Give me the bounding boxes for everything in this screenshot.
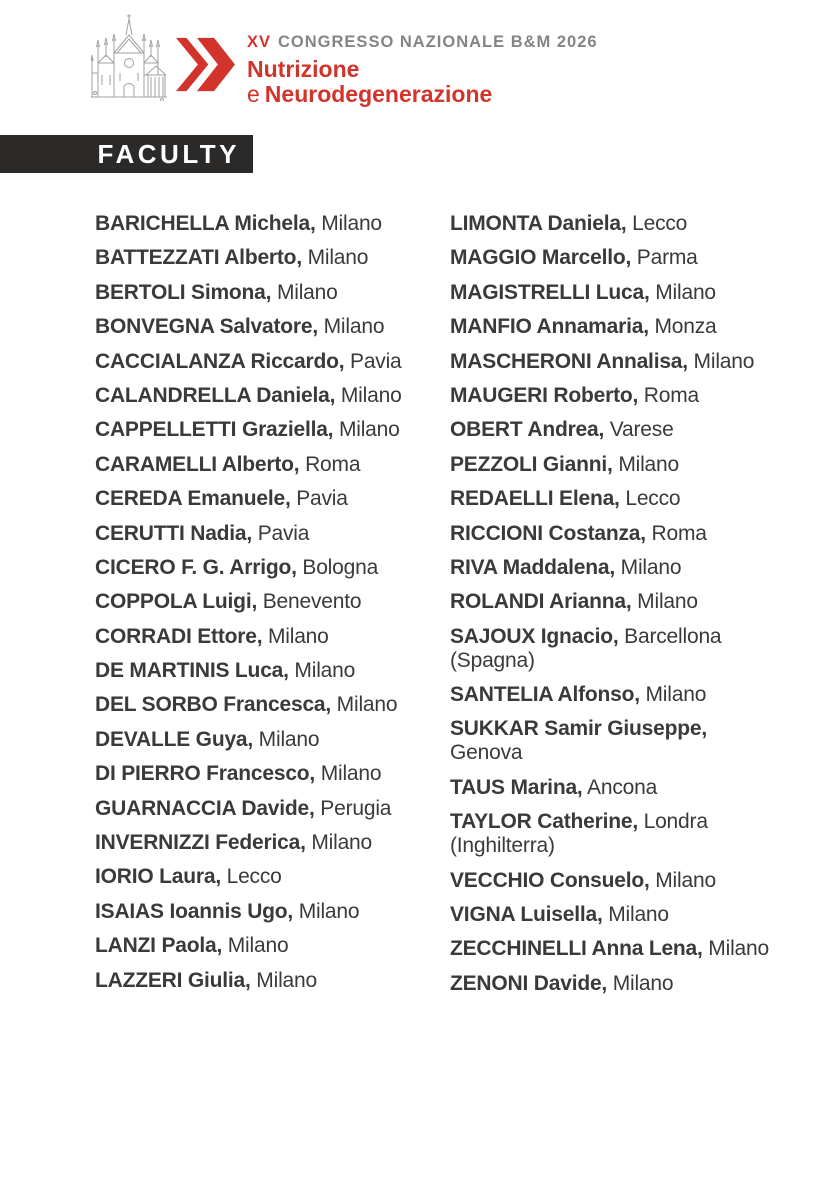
faculty-entry: CICERO F. G. Arrigo, Bologna — [95, 555, 379, 579]
faculty-entry: DI PIERRO Francesco, Milano — [95, 762, 382, 786]
faculty-entry: SAJOUX Ignacio, Barcellona (Spagna) — [450, 624, 722, 672]
faculty-entry: CARAMELLI Alberto, Roma — [95, 452, 361, 476]
faculty-entry: ZECCHINELLI Anna Lena, Milano — [450, 937, 769, 961]
faculty-banner — [0, 135, 253, 173]
faculty-entry: DE MARTINIS Luca, Milano — [95, 659, 356, 683]
faculty-entry: BERTOLI Simona, Milano — [95, 280, 338, 304]
faculty-list — [95, 212, 785, 1006]
congress-title — [247, 33, 598, 51]
congress-name: CONGRESSO NAZIONALE B&M 2026 — [278, 33, 598, 51]
faculty-entry: MAUGERI Roberto, Roma — [450, 383, 699, 407]
faculty-entry: MAGISTRELLI Luca, Milano — [450, 280, 716, 304]
faculty-entry: ISAIAS Ioannis Ugo, Milano — [95, 899, 360, 923]
faculty-entry: TAUS Marina, Ancona — [450, 775, 658, 799]
faculty-entry: SANTELIA Alfonso, Milano — [450, 683, 707, 707]
event-title-main: Neurodegenerazione — [264, 81, 493, 107]
double-chevron-right-icon — [176, 37, 235, 92]
faculty-entry: RIVA Maddalena, Milano — [450, 555, 682, 579]
faculty-entry: LAZZERI Giulia, Milano — [95, 968, 317, 992]
faculty-entry: ROLANDI Arianna, Milano — [450, 590, 698, 614]
faculty-entry: CAPPELLETTI Graziella, Milano — [95, 418, 400, 442]
faculty-entry: DEL SORBO Francesca, Milano — [95, 693, 398, 717]
header-titles — [247, 33, 598, 107]
faculty-entry: IORIO Laura, Lecco — [95, 865, 282, 889]
faculty-entry: REDAELLI Elena, Lecco — [450, 487, 681, 511]
faculty-entry: CACCIALANZA Riccardo, Pavia — [95, 349, 402, 373]
faculty-entry: INVERNIZZI Federica, Milano — [95, 831, 373, 855]
faculty-entry: BARICHELLA Michela, Milano — [95, 212, 382, 235]
faculty-entry: BATTEZZATI Alberto, Milano — [95, 246, 369, 270]
faculty-entry: GUARNACCIA Davide, Perugia — [95, 796, 392, 820]
faculty-entry: CORRADI Ettore, Milano — [95, 624, 329, 648]
faculty-banner-label: FACULTY — [97, 139, 240, 169]
faculty-entry: CEREDA Emanuele, Pavia — [95, 487, 348, 511]
faculty-entry: MASCHERONI Annalisa, Milano — [450, 349, 755, 373]
faculty-entry: PEZZOLI Gianni, Milano — [450, 452, 679, 476]
event-title-line1: Nutrizione — [247, 56, 360, 82]
faculty-column-left — [95, 212, 450, 1006]
faculty-entry: ZENONI Davide, Milano — [450, 971, 674, 995]
faculty-entry: MANFIO Annamaria, Monza — [450, 315, 717, 339]
faculty-entry: OBERT Andrea, Varese — [450, 418, 674, 442]
faculty-entry: CERUTTI Nadia, Pavia — [95, 521, 310, 545]
faculty-entry: CALANDRELLA Daniela, Milano — [95, 383, 402, 407]
faculty-entry: VIGNA Luisella, Milano — [450, 903, 669, 927]
faculty-entry: RICCIONI Costanza, Roma — [450, 521, 707, 545]
event-title-line2 — [247, 82, 598, 107]
faculty-entry: VECCHIO Consuelo, Milano — [450, 868, 716, 892]
faculty-entry: MAGGIO Marcello, Parma — [450, 246, 698, 270]
faculty-entry: TAYLOR Catherine, Londra (Inghilterra) — [450, 810, 708, 858]
event-title-prefix: e — [247, 81, 260, 107]
duomo-di-milano-icon — [91, 13, 167, 101]
faculty-column-right — [450, 212, 785, 1006]
faculty-entry: BONVEGNA Salvatore, Milano — [95, 315, 385, 339]
congress-number: XV — [247, 33, 272, 51]
faculty-entry: SUKKAR Samir Giuseppe, Genova — [450, 717, 707, 765]
faculty-entry: LIMONTA Daniela, Lecco — [450, 212, 688, 235]
faculty-entry: LANZI Paola, Milano — [95, 934, 289, 958]
faculty-entry: DEVALLE Guya, Milano — [95, 727, 320, 751]
faculty-entry: COPPOLA Luigi, Benevento — [95, 590, 362, 614]
